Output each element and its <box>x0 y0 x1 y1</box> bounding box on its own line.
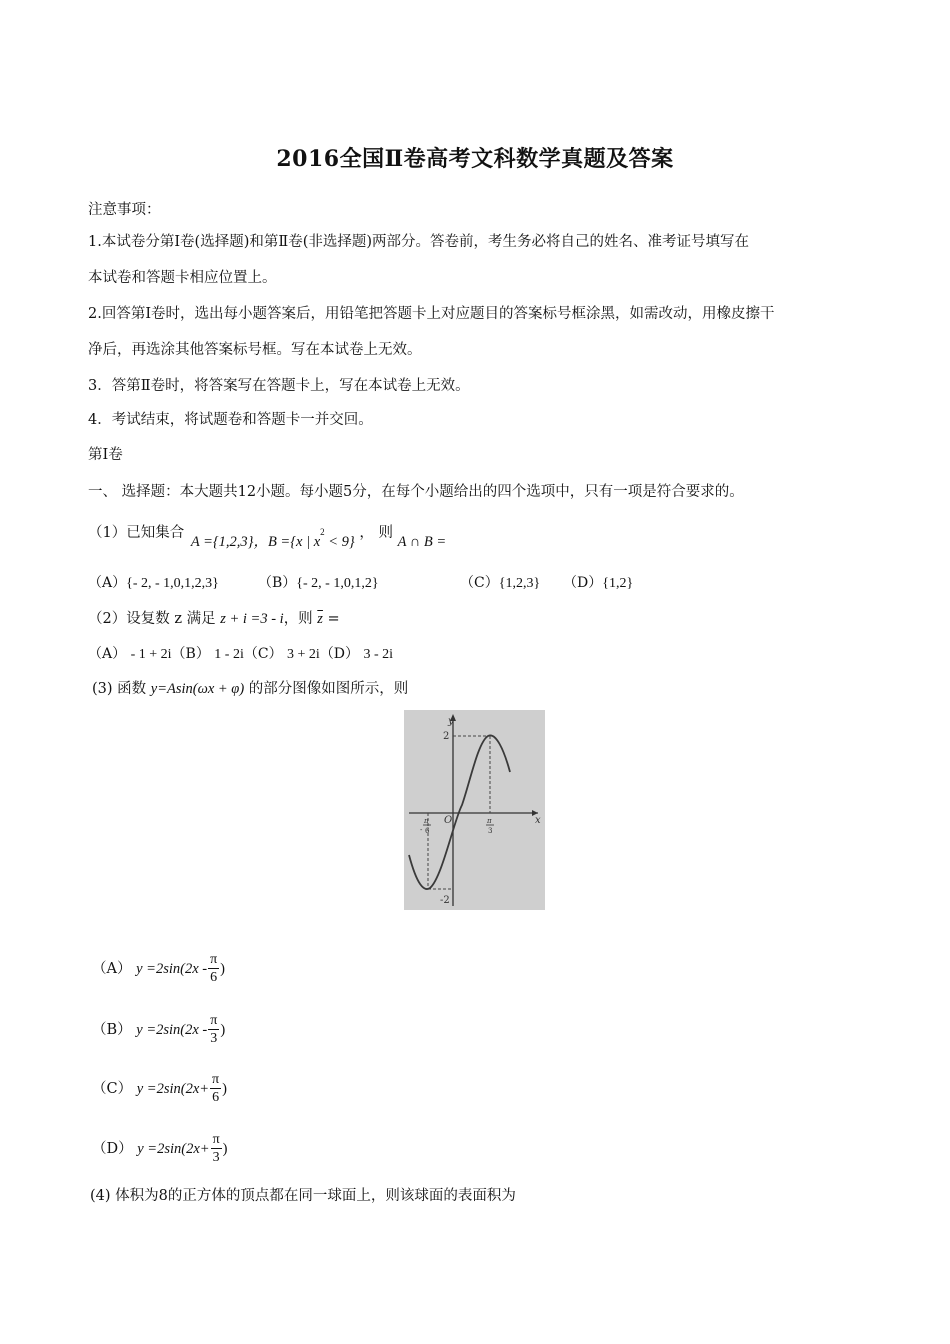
option-c: （C） 3 + 2i <box>243 646 320 662</box>
option-group <box>88 644 393 665</box>
y-min-label: -2 <box>440 895 450 906</box>
notice-line: 本试卷和答题卡相应位置上。 <box>88 270 277 286</box>
neg-tick-den: 6 <box>425 827 430 835</box>
option-d: （D） y =2sin(2x+ $\frac{\pi}{3}$ ) <box>92 1132 228 1165</box>
set-a: A ={1,2,3} <box>190 533 254 550</box>
option-b: （B） y =2sin(2x - $\frac{\pi}{3}$ ) <box>92 1013 226 1046</box>
conjugate-z: $\overline{z}$ <box>317 611 323 627</box>
set-b-prefix: ，B ={x | x <box>253 533 321 550</box>
y-max-label: 2 <box>443 731 450 742</box>
sine-graph <box>404 710 545 910</box>
notice-line: 2.回答第Ⅰ卷时，选出每小题答案后，用铅笔把答题卡上对应题目的答案标号框涂黑，如需改动，用橡皮擦干 <box>88 306 775 322</box>
notice-line: 1.本试卷分第Ⅰ卷(选择题)和第Ⅱ卷(非选择题)两部分。答卷前，考生务必将自己的姓名、准考证号填写在 <box>88 234 750 250</box>
option-d: （D） 3 - 2i <box>319 646 394 662</box>
question-stem: (3) 函数 <box>92 681 147 697</box>
pos-tick-num: π <box>487 817 492 825</box>
x-axis-label: x <box>535 815 541 826</box>
option-a: （A）{- 2, - 1,0,1,2,3} <box>88 575 219 591</box>
section-heading: 第Ⅰ卷 <box>88 447 123 463</box>
question-4: (4) 体积为8的正方体的顶点都在同一球面上，则该球面的表面积为 <box>90 1188 516 1204</box>
question-connector: ， 则 <box>359 524 393 541</box>
neg-tick-sign: - <box>420 826 423 834</box>
figure-background <box>404 710 545 910</box>
sine-graph-figure <box>404 710 545 910</box>
notice-line: 4．考试结束，将试题卷和答题卡一并交回。 <box>88 412 373 428</box>
question-1 <box>88 518 447 550</box>
part-one-instructions: 一、 选择题：本大题共12小题。每小题5分，在每个小题给出的四个选项中，只有一项是符合要求的。 <box>88 484 744 500</box>
set-b-exponent: 2 <box>320 527 325 537</box>
y-axis-label: y <box>448 716 454 727</box>
question-connector: ，则 <box>283 611 313 627</box>
question-stem: （1）已知集合 <box>88 524 185 541</box>
question-ask: A ∩ B = <box>397 533 447 550</box>
question-ask: = <box>322 611 340 627</box>
neg-tick-num: π <box>424 817 429 825</box>
option-b: （B）{- 2, - 1,0,1,2} <box>258 575 379 591</box>
question-2 <box>88 609 340 629</box>
page-title: 2016全国Ⅱ卷高考文科数学真题及答案 <box>276 146 674 172</box>
option-c: （C） y =2sin(2x+ $\frac{\pi}{6}$ ) <box>92 1072 227 1105</box>
question-equation: z + i =3 - i <box>220 611 284 627</box>
pos-tick-den: 3 <box>488 827 493 835</box>
option-a: （A） y =2sin(2x - $\frac{\pi}{6}$ ) <box>92 952 226 985</box>
notice-line: 3．答第Ⅱ卷时，将答案写在答题卡上，写在本试卷上无效。 <box>88 378 470 394</box>
function-expression: y=Asin(ωx + φ) <box>150 681 245 697</box>
question-3 <box>92 679 408 699</box>
question-tail: 的部分图像如图所示，则 <box>248 681 409 697</box>
option-d: （D）{1,2} <box>563 575 634 591</box>
option-a: （A） - 1 + 2i <box>88 646 172 662</box>
option-b: （B） 1 - 2i <box>171 646 244 662</box>
set-b-suffix: < 9} <box>324 533 355 550</box>
origin-label: O <box>444 815 453 826</box>
notice-line: 净后，再选涂其他答案标号框。写在本试卷上无效。 <box>88 342 422 358</box>
notice-heading: 注意事项： <box>88 202 161 218</box>
question-stem: （2）设复数 z 满足 <box>88 611 216 627</box>
option-c: （C）{1,2,3} <box>460 575 541 591</box>
